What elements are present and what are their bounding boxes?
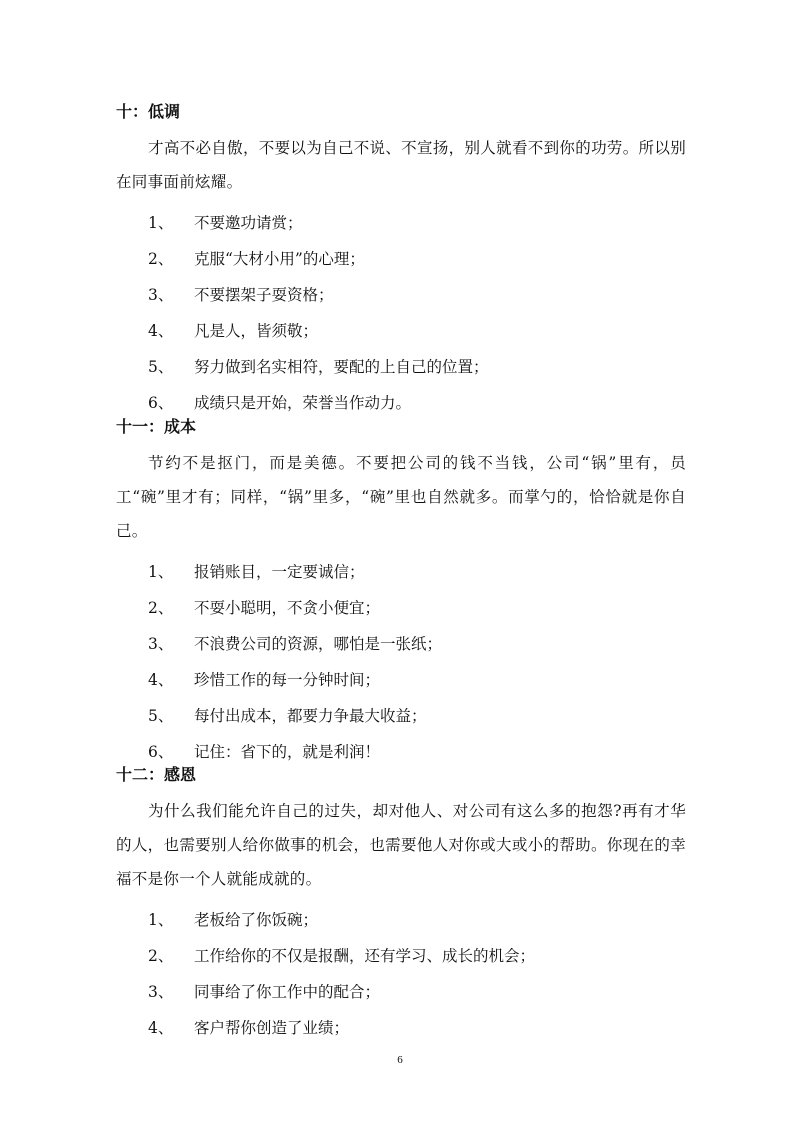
list-item-number: 3、 xyxy=(148,635,174,653)
section-heading: 十：低调 xyxy=(116,102,181,121)
list-item-number: 1、 xyxy=(148,911,174,929)
list-item-number: 2、 xyxy=(148,599,174,617)
list-item xyxy=(116,313,686,349)
list-item-number: 1、 xyxy=(148,214,174,232)
list-item-number: 4、 xyxy=(148,322,174,340)
list-item xyxy=(116,974,686,1010)
list-item-text: 不要邀功请赏； xyxy=(194,214,303,232)
list-item xyxy=(116,662,686,698)
list-item xyxy=(116,241,686,277)
section-heading: 十二：感恩 xyxy=(116,765,197,784)
list-item xyxy=(116,1010,686,1046)
list-item-text: 努力做到名实相符，要配的上自己的位置； xyxy=(194,358,489,376)
list-item xyxy=(116,590,686,626)
list-item-text: 客户帮你创造了业绩； xyxy=(194,1019,350,1037)
list-item-text: 报销账目，一定要诚信； xyxy=(194,563,365,581)
list-item xyxy=(116,698,686,734)
section-list xyxy=(116,205,686,421)
section-paragraph: 为什么我们能允许自己的过失，却对他人、对公司有这么多的抱怨?再有才华的人，也需要别人给你做事的机会，也需要他人对你或大或小的帮助。你现在的幸福不是你一个人就能成就的。 xyxy=(116,802,686,888)
list-item-text: 每付出成本，都要力争最大收益； xyxy=(194,707,427,725)
list-item-text: 不浪费公司的资源，哪怕是一张纸； xyxy=(194,635,443,653)
list-item-text: 同事给了你工作中的配合； xyxy=(194,983,381,1001)
list-item xyxy=(116,554,686,590)
section-list xyxy=(116,902,686,1046)
list-item-text: 记住：省下的，就是利润！ xyxy=(194,743,381,761)
section-gratitude xyxy=(116,764,686,1046)
section-list xyxy=(116,554,686,770)
list-item-text: 凡是人，皆须敬； xyxy=(194,322,319,340)
list-item-text: 成绩只是开始，荣誉当作动力。 xyxy=(194,394,412,412)
list-item-text: 珍惜工作的每一分钟时间； xyxy=(194,671,381,689)
section-cost xyxy=(116,416,686,770)
section-low-profile xyxy=(116,101,686,421)
list-item-number: 5、 xyxy=(148,358,174,376)
list-item-number: 3、 xyxy=(148,286,174,304)
list-item xyxy=(116,626,686,662)
list-item-number: 6、 xyxy=(148,743,174,761)
list-item xyxy=(116,349,686,385)
list-item-text: 老板给了你饭碗； xyxy=(194,911,319,929)
section-paragraph: 才高不必自傲，不要以为自己不说、不宣扬，别人就看不到你的功劳。所以别在同事面前炫耀。 xyxy=(116,139,686,191)
list-item-number: 4、 xyxy=(148,671,174,689)
list-item-number: 2、 xyxy=(148,947,174,965)
page-number: 6 xyxy=(397,1054,403,1066)
list-item-text: 不耍小聪明，不贪小便宜； xyxy=(194,599,381,617)
list-item-text: 工作给你的不仅是报酬，还有学习、成长的机会； xyxy=(194,947,536,965)
list-item-text: 克服“大材小用”的心理； xyxy=(194,250,365,268)
list-item-text: 不要摆架子耍资格； xyxy=(194,286,334,304)
list-item-number: 6、 xyxy=(148,394,174,412)
list-item-number: 5、 xyxy=(148,707,174,725)
list-item-number: 2、 xyxy=(148,250,174,268)
section-heading: 十一：成本 xyxy=(116,417,197,436)
list-item-number: 1、 xyxy=(148,563,174,581)
list-item xyxy=(116,938,686,974)
list-item xyxy=(116,902,686,938)
list-item-number: 4、 xyxy=(148,1019,174,1037)
section-paragraph: 节约不是抠门，而是美德。不要把公司的钱不当钱，公司“锅”里有，员工“碗”里才有；同样，“锅”里多，“碗”里也自然就多。而掌勺的，恰恰就是你自己。 xyxy=(116,454,686,540)
list-item-number: 3、 xyxy=(148,983,174,1001)
list-item xyxy=(116,277,686,313)
list-item xyxy=(116,205,686,241)
